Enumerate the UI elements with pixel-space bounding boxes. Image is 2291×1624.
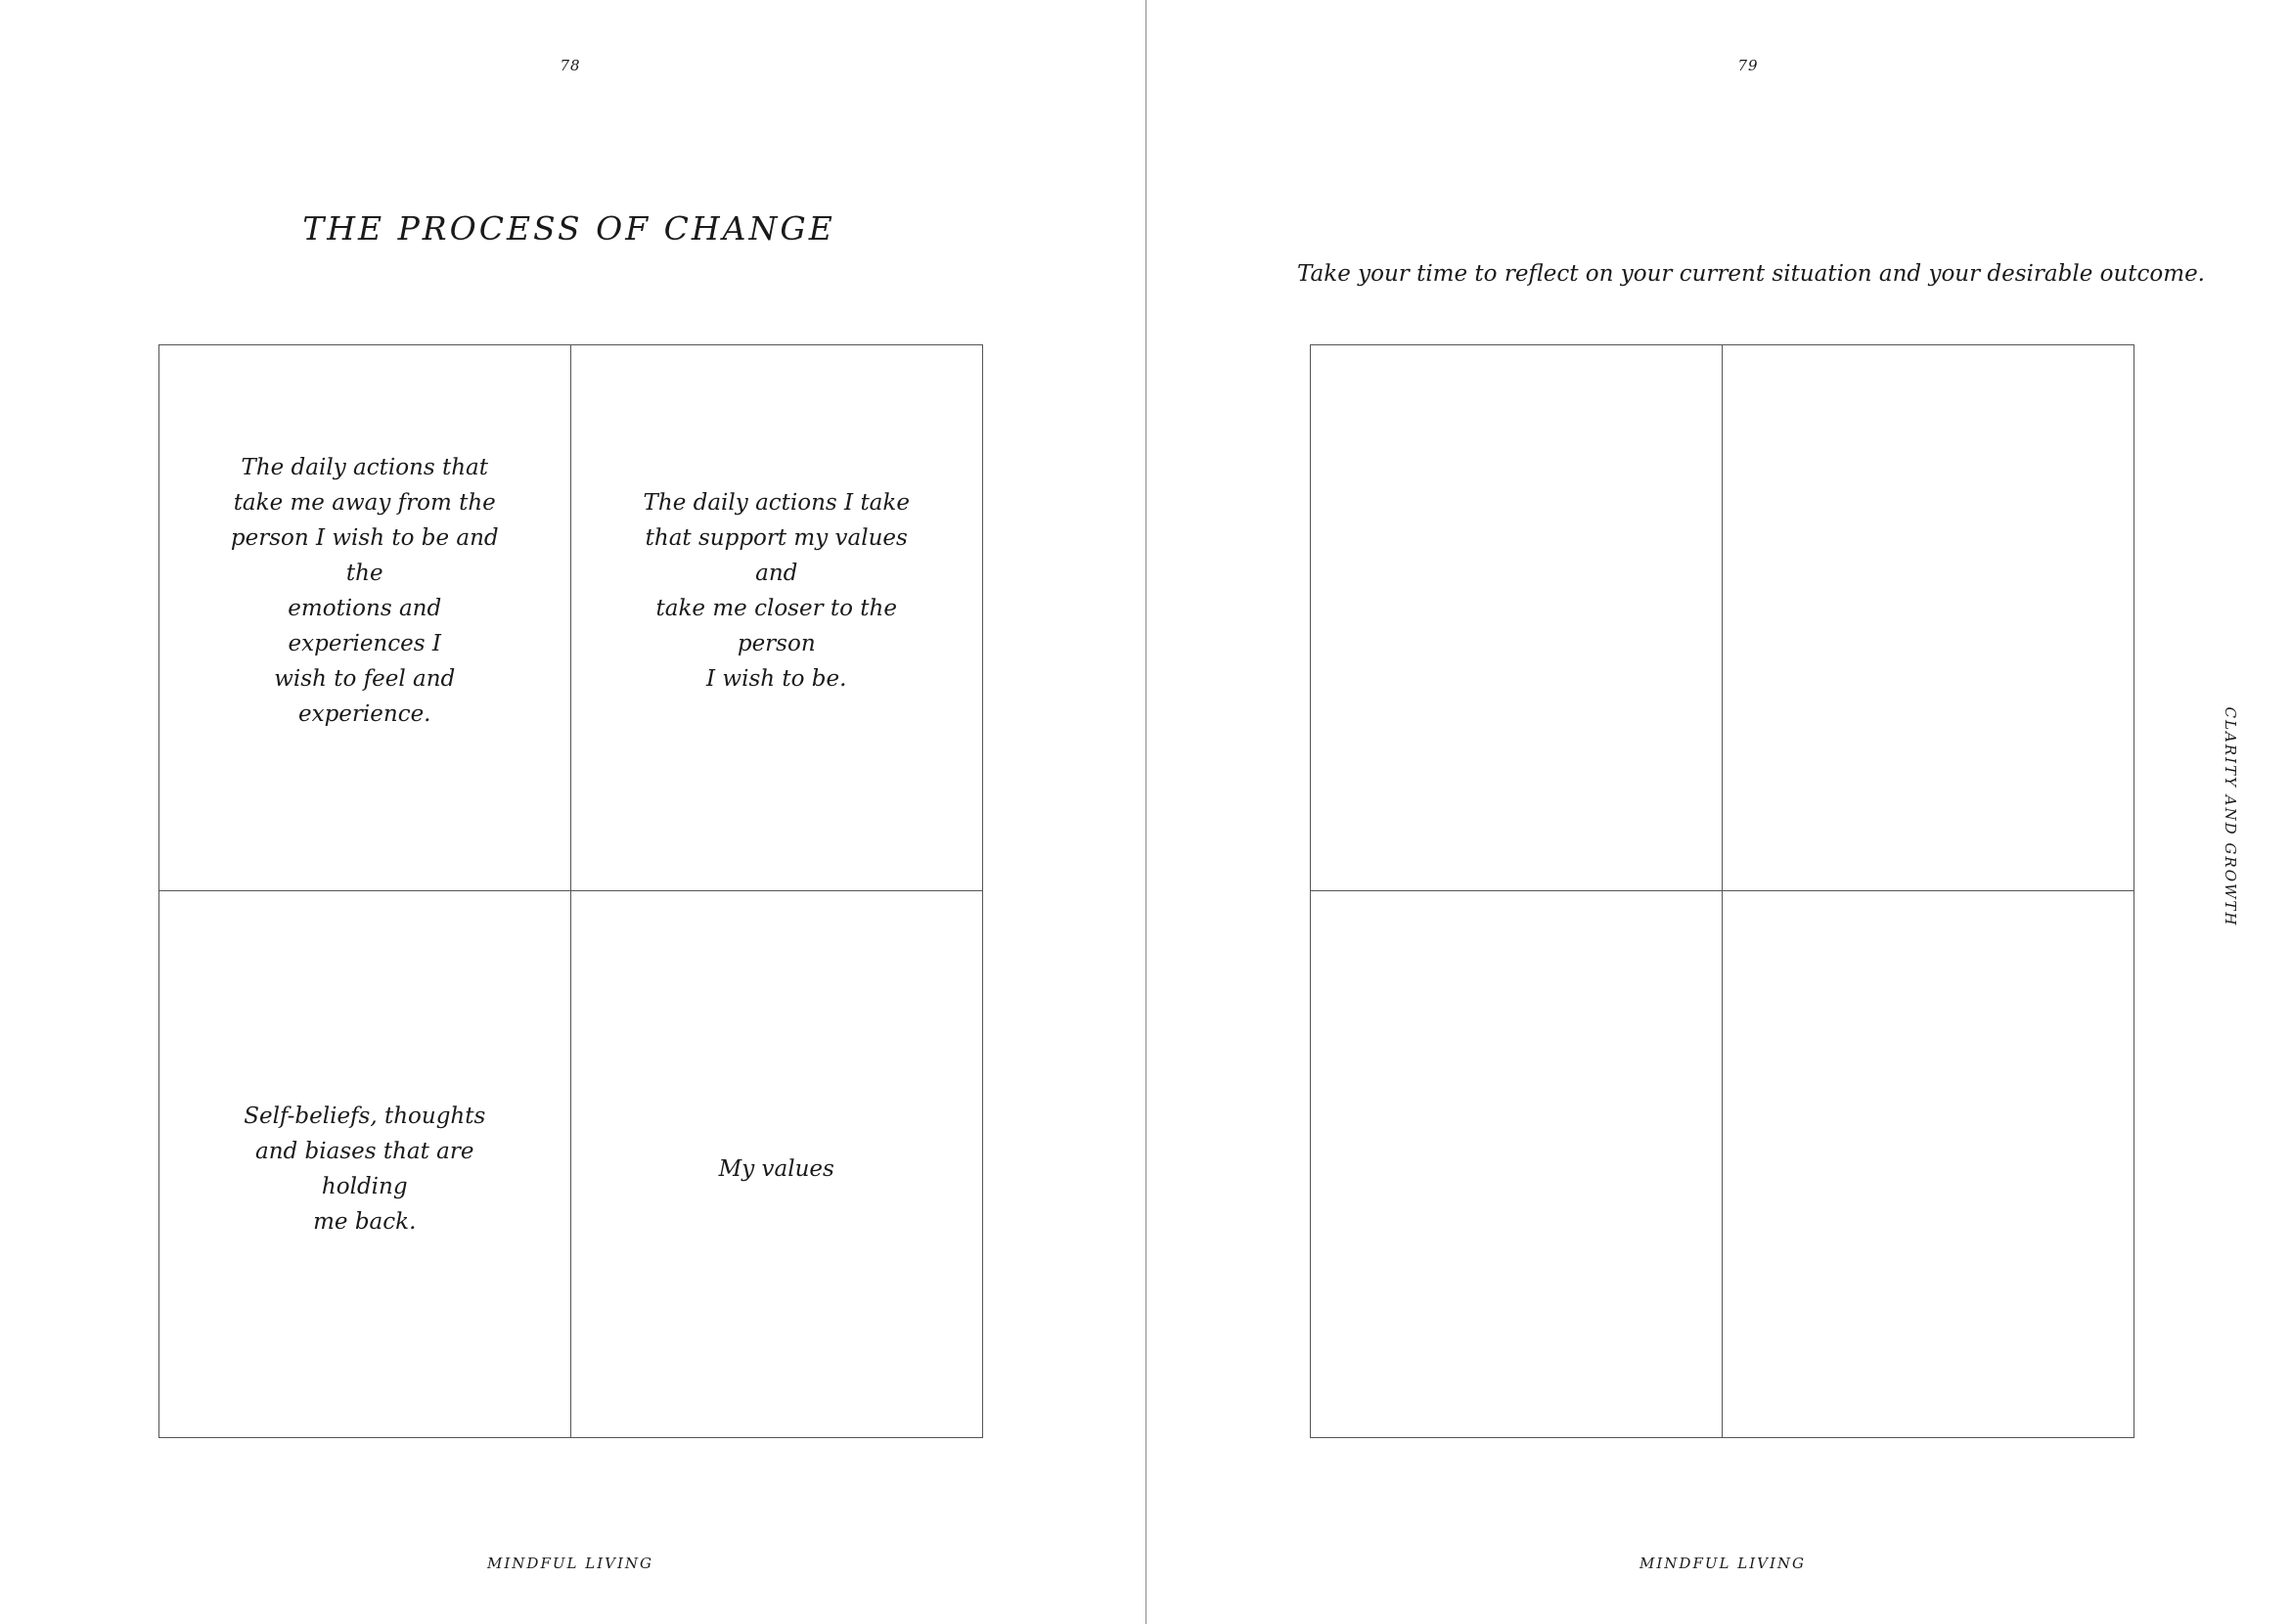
blank-cell-top-right[interactable] <box>1723 345 2134 891</box>
cell-prompt: The daily actions I take that support my values and take me closer to the person I wish to be. <box>643 489 910 692</box>
page-title: THE PROCESS OF CHANGE <box>302 209 835 248</box>
cell-prompt: Self-beliefs, thoughts and biases that are holding me back. <box>244 1104 486 1235</box>
grid-cell-toward-actions[interactable] <box>571 345 983 891</box>
cell-prompt: My values <box>718 1156 834 1182</box>
running-footer: MINDFUL LIVING <box>487 1555 653 1572</box>
reflection-grid <box>1310 344 2134 1438</box>
section-side-tab: CLARITY AND GROWTH <box>2222 706 2239 927</box>
grid-cell-away-actions[interactable] <box>159 345 571 891</box>
process-of-change-grid <box>158 344 983 1438</box>
right-page <box>1146 0 2291 1624</box>
grid-cell-self-beliefs[interactable] <box>159 891 571 1437</box>
page-number: 79 <box>1737 57 1759 74</box>
page-number: 78 <box>560 57 581 74</box>
grid-cell-values[interactable] <box>571 891 983 1437</box>
reflection-instruction: Take your time to reflect on your current situation and your desirable outcome. <box>1297 261 2205 287</box>
blank-cell-bottom-left[interactable] <box>1311 891 1723 1437</box>
blank-cell-bottom-right[interactable] <box>1723 891 2134 1437</box>
cell-prompt: The daily actions that take me away from the person I wish to be and the emotions and experiences I wish to feel and experience. <box>230 454 499 727</box>
blank-cell-top-left[interactable] <box>1311 345 1723 891</box>
running-footer: MINDFUL LIVING <box>1640 1555 1806 1572</box>
